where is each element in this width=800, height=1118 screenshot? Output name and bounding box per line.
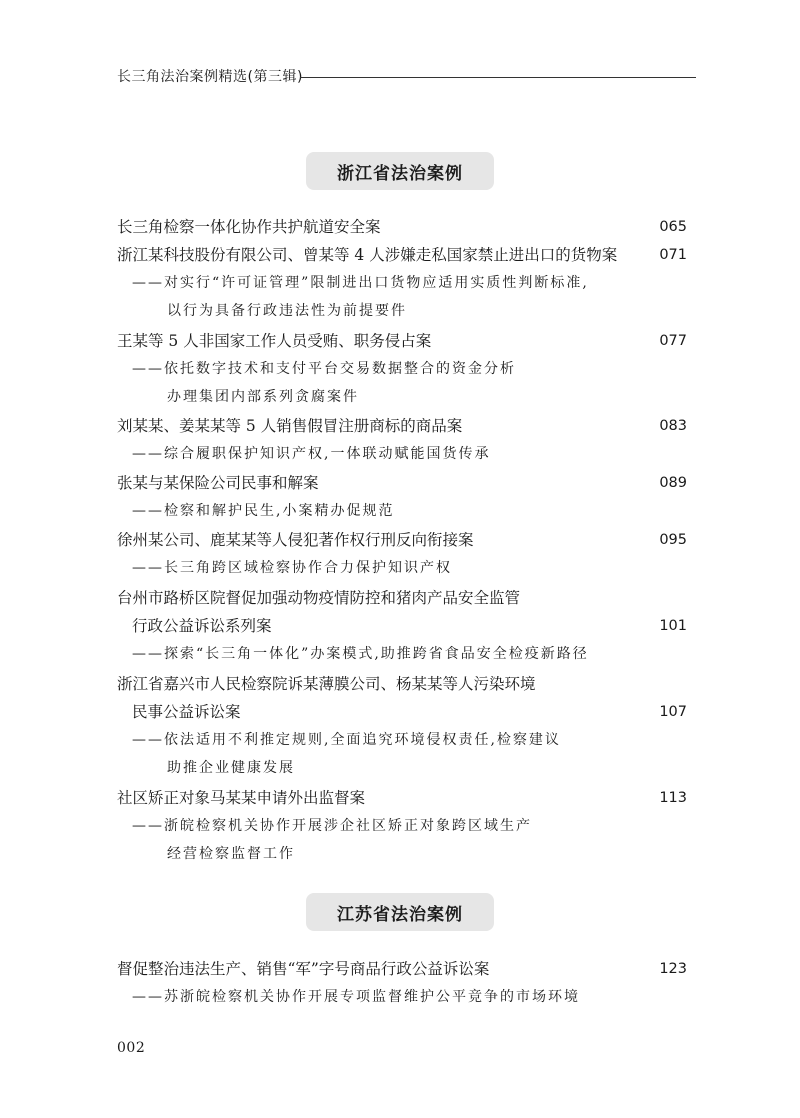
entry-title: 徐州某公司、鹿某某等人侵犯著作权行刑反向衔接案 — [117, 531, 474, 549]
entry-subtitle-cont: 以行为具备行政违法性为前提要件 — [167, 303, 407, 319]
running-head: 长三角法治案例精选(第三辑) — [117, 69, 303, 85]
page-number: 089 — [659, 475, 687, 491]
entry-subtitle: ——依托数字技术和支付平台交易数据整合的资金分析 — [132, 361, 516, 377]
entry-title: 刘某某、姜某某等 5 人销售假冒注册商标的商品案 — [117, 417, 463, 435]
entry-title-cont: 民事公益诉讼案 — [132, 703, 241, 721]
entry-title: 长三角检察一体化协作共护航道安全案 — [117, 218, 381, 236]
entry-subtitle: ——依法适用不利推定规则,全面追究环境侵权责任,检察建议 — [132, 732, 561, 748]
entry-subtitle: ——检察和解护民生,小案精办促规范 — [132, 503, 395, 519]
entry-title: 浙江某科技股份有限公司、曾某等 4 人涉嫌走私国家禁止进出口的货物案 — [117, 246, 618, 264]
toc-entry[interactable] — [117, 526, 687, 582]
page-number: 113 — [659, 790, 687, 806]
page-number: 095 — [659, 532, 687, 548]
entry-title: 浙江省嘉兴市人民检察院诉某薄膜公司、杨某某等人污染环境 — [117, 675, 536, 693]
section-heading-jiangsu: 江苏省法治案例 — [306, 893, 494, 931]
toc-entry[interactable] — [117, 784, 687, 868]
toc-entry[interactable] — [117, 955, 687, 1011]
entry-subtitle: ——苏浙皖检察机关协作开展专项监督维护公平竞争的市场环境 — [132, 989, 580, 1005]
page-folio: 002 — [117, 1040, 146, 1056]
entry-title-cont: 行政公益诉讼系列案 — [132, 617, 272, 635]
entry-subtitle-cont: 经营检察监督工作 — [167, 846, 295, 862]
page-number: 107 — [659, 704, 687, 720]
page-number: 123 — [659, 961, 687, 977]
entry-title: 督促整治违法生产、销售“军”字号商品行政公益诉讼案 — [117, 960, 490, 978]
entry-subtitle: ——长三角跨区域检察协作合力保护知识产权 — [132, 560, 452, 576]
entry-subtitle-cont: 助推企业健康发展 — [167, 760, 295, 776]
toc-entry[interactable] — [117, 469, 687, 525]
header-rule — [300, 77, 696, 78]
toc-entry[interactable] — [117, 213, 687, 241]
entry-title: 张某与某保险公司民事和解案 — [117, 474, 319, 492]
entry-subtitle-cont: 办理集团内部系列贪腐案件 — [167, 389, 359, 405]
page-number: 065 — [659, 219, 687, 235]
toc-entry[interactable] — [117, 670, 687, 782]
entry-subtitle: ——浙皖检察机关协作开展涉企社区矫正对象跨区域生产 — [132, 818, 532, 834]
toc-entry[interactable] — [117, 412, 687, 468]
entry-subtitle: ——综合履职保护知识产权,一体联动赋能国货传承 — [132, 446, 491, 462]
entry-title: 王某等 5 人非国家工作人员受贿、职务侵占案 — [117, 332, 432, 350]
toc-entry[interactable] — [117, 584, 687, 668]
page-number: 071 — [659, 247, 687, 263]
section-heading-zhejiang: 浙江省法治案例 — [306, 152, 494, 190]
entry-subtitle: ——探索“长三角一体化”办案模式,助推跨省食品安全检疫新路径 — [132, 646, 589, 662]
page-number: 083 — [659, 418, 687, 434]
entry-title: 台州市路桥区院督促加强动物疫情防控和猪肉产品安全监管 — [117, 589, 521, 607]
page-number: 101 — [659, 618, 687, 634]
page-number: 077 — [659, 333, 687, 349]
toc-entry[interactable] — [117, 241, 687, 325]
toc-entry[interactable] — [117, 327, 687, 411]
entry-subtitle: ——对实行“许可证管理”限制进出口货物应适用实质性判断标准, — [132, 275, 589, 291]
entry-title: 社区矫正对象马某某申请外出监督案 — [117, 789, 366, 807]
